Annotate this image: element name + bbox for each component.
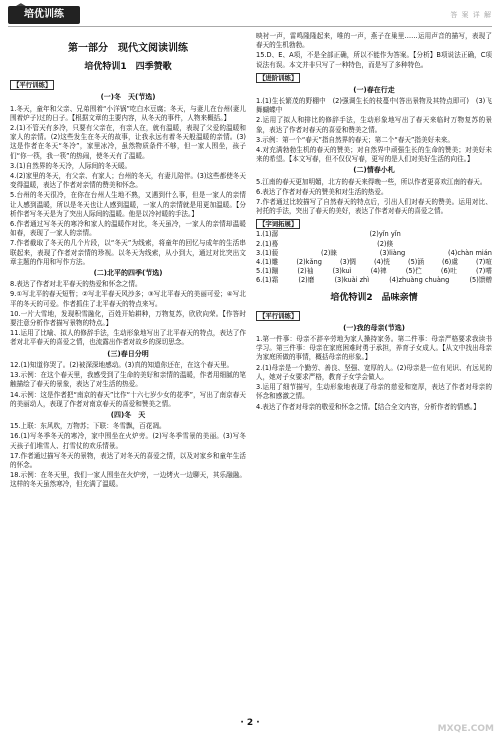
answer-line: 7.作者截取了冬天的几个片段，以“冬天”为线索，将童年的回忆与成年的生活串联起来，表现了作者对亲情的珍视。以冬天为线索，从小到大，通过对比突出文章主题的作用和写作方法。 — [10, 239, 246, 266]
page-number: · 2 · — [240, 718, 260, 728]
word-cell: 5.(1)蹦 — [256, 267, 279, 276]
subsection-title: (一)春在行走 — [353, 85, 395, 94]
answer-line: 6.表达了作者对春天的赞美和对生活的热爱。 — [256, 187, 388, 196]
word-cell: (3)liàng — [379, 248, 406, 257]
word-cell: (4)裨 — [370, 267, 387, 276]
answer-line: 6.作者通过写冬天的寒冷和家人的温暖作对比，冬天虽冷，一家人的亲情却温暖如春，表现了一家人的亲情。 — [10, 220, 246, 238]
word-cell: 4.(1)雕 — [256, 258, 279, 267]
word-cell: (4)chàn mián — [448, 248, 492, 257]
word-cell: (2)kǎng — [296, 258, 322, 267]
answer-line: 3.示例：第一个“春天”指自然界的春天；第二个“春天”指美好未来。 — [256, 135, 454, 144]
answer-line: 16.(1)写冬季冬天的寒冷，家中围坐在火炉旁。(2)写冬季雪景的美丽。(3)写冬天孩子们堆雪人、打雪仗的欢乐情景。 — [10, 432, 246, 450]
subsection-title: (一)我的母亲(节选) — [343, 323, 405, 332]
header-right-text: 答 案 详 解 — [450, 11, 492, 19]
word-cell: (2)睐 — [321, 248, 337, 257]
chapter-title: 培优特训1 四季赞歌 — [84, 62, 172, 73]
word-cell: (3)惆 — [339, 258, 356, 267]
word-cell: (7)嗜 — [475, 267, 492, 276]
section-tag-parallel: 【平行训练】 — [256, 311, 300, 321]
brand-logo: 培优训练 — [8, 6, 80, 24]
word-cell: 3.(1)藐 — [256, 248, 279, 257]
word-cell: (4)zhuàng chuàng — [389, 276, 450, 285]
word-cell: (6)虞 — [442, 258, 458, 267]
word-cell: (5)伫 — [405, 267, 422, 276]
answer-line: 12.(1)知道你哭了。(2)被深深地感动。(3)真的知道你还在，在这个春天里。 — [10, 360, 234, 369]
answer-line: 4.对充满勃勃生机的春天的赞美；对自然界中顽强生长的生命的赞美；对美好未来的希望。【本文写春，但不仅仅写春，更写的是人们对美好生活的向往。】 — [256, 146, 492, 164]
answer-line: 映衬一声，雷鸣隆隆起来，唯的一声，燕子在巢里……运用声音的描写，表现了春天的生机勃勃。 — [256, 32, 492, 50]
answer-line: 10.一片大雪地，发现积雪融化，百姓开始耕种，万物复苏，欣欣向荣。【作答时要注意分析作者描写景物的特点。】 — [10, 309, 246, 328]
answer-line: 4.表达了作者对母亲的敬爱和怀念之情。【结合全文内容，分析作者的情感。】 — [256, 402, 480, 411]
chapter-title: 培优特训2 品味亲情 — [330, 292, 418, 303]
word-cell: (5)馈赠 — [469, 276, 492, 285]
word-cell: (6)吐 — [440, 267, 457, 276]
word-cell: (3)kuì — [332, 267, 352, 276]
answer-line: 17.作者通过描写冬天的景物，表达了对冬天的喜爱之情，以及对家乡和童年生活的怀念。 — [10, 451, 246, 469]
word-row — [256, 230, 492, 239]
subsection-title: (二)北平的四季(节选) — [93, 269, 163, 278]
word-cell: (4)恍 — [373, 258, 390, 267]
section-tag-parallel: 【平行训练】 — [10, 80, 54, 90]
answer-line: 1.(1)生长繁茂的野棚中 (2)强调生长的枝蔓中(答出景物及其特点即可) (3)飞舞蝴蝶中 — [256, 97, 492, 115]
answer-line: 3.(1)自然界的冬天冷，人际间的冬天暖。 — [10, 161, 132, 170]
word-cell: (2)倏 — [377, 239, 394, 248]
answer-line: 2.(1)不管天有多冷，只要有父亲在，有亲人在，就有温暖，表现了父爱的温暖和家人的亲情。(2)这些发生在冬天的故事，让我永远有着冬天般温暖的亲情。(3)这是作者在冬天“冬冷”，家里冰冷，虽然物质条件不够，但一家人围坐，孩子们“你一筷，我一筷”的热闹，使冬天有了温暖。 — [10, 124, 246, 160]
word-cell: (3)kuài zhì — [334, 276, 370, 285]
word-cell: 1.(1)潺 — [256, 230, 279, 239]
subsection-title: (一)冬 天(节选) — [100, 93, 156, 102]
answer-line: 3.运用了细节描写，生动形象地表现了母亲的慈爱和宽厚，表达了作者对母亲的怀念和感激之情。 — [256, 383, 492, 401]
part-title: 第一部分 现代文阅读训练 — [68, 43, 188, 54]
word-cell: (7)喧 — [476, 258, 492, 267]
answer-line: 4.(2)家里的冬天，有父亲、有家人；台州的冬天，有妻儿陪伴。(3)这些都使冬天变得温暖，表达了作者对亲情的赞美和怀念。 — [10, 172, 246, 190]
word-cell: 6.(1)霜 — [256, 276, 279, 285]
subsection-title: (三)春日分明 — [107, 349, 149, 358]
word-cell: (2)袖 — [297, 267, 314, 276]
subsection-title: (四)冬 天 — [110, 410, 146, 419]
answer-line: 1.冬天，童年和父亲、兄弟围着“小洋锅”吃白水豆腐；冬天，与妻儿在台州(妻儿围着炉子)过的日子。【根据文章的主要内容，从冬天的事件，人物来概括。】 — [10, 104, 246, 122]
answer-line: 13.示例：在这个春天里，我感受到了生命的美好和亲情的温暖，作者用细腻的笔触描绘了春天的景象，表达了对生活的热爱。 — [10, 371, 246, 389]
answer-line: 11.运用了比喻、拟人的修辞手法，生动形象地写出了北平春天的特点，表达了作者对北平春天的喜爱之情，也流露出作者对故乡的深切思念。 — [10, 329, 246, 347]
answer-line: 8.表达了作者对北平春天的热爱和怀念之情。 — [10, 280, 142, 289]
section-tag-words: 【字词拓展】 — [256, 219, 300, 229]
answer-line: 15.D、E、A项，不是全部正确，所以不能作为答案。【分析】B项说法正确，C项说法有误。本文并非只写了一种特色，而是写了多种特色。 — [256, 51, 492, 69]
answer-line: 9.①写北平的春天短暂；②写北平春天风沙多；③写北平春天的美丽可爱；④写北平的冬天的可爱。作者抓住了北平春天的特点来写。 — [10, 290, 246, 308]
answer-line: 15.上联：东风吹，万物苏；下联：冬雪飘，百花凋。 — [10, 422, 166, 431]
word-row — [256, 240, 492, 249]
word-cell: (2)yǐn yǐn — [369, 230, 401, 239]
word-row — [256, 258, 492, 267]
answer-line: 14.示例：这是作者把“南京的春天”比作“十六七岁少女的花季”，写出了南京春天的美丽动人，表现了作者对南京春天的喜爱和赞美之情。 — [10, 390, 246, 408]
answer-line: 5.台州的冬天很冷，在你在台州人生地不熟，又遇到什么事，但是一家人的亲情让人感到温暖，所以是冬天也让人感到温暖，一家人的亲情就是用更加温暖。【分析作者写冬天是为了突出人际间的温暖。他是以冷衬暖的手法。】 — [10, 191, 246, 218]
answer-line: 1.第一件事：母亲不辞辛劳地为家人操持家务。第二件事：母亲严格要求我读书学习。第三件事：母亲在家庭困难时勇于承担，养育子女成人。【从文中找出母亲为家庭所做的事情，概括母亲的形象。】 — [256, 335, 492, 362]
word-row — [256, 267, 492, 276]
section-tag-advance: 【进阶训练】 — [256, 73, 300, 83]
answer-line: 7.作者通过比较描写了自然春天的特点后，引出人们对春天的赞美。运用对比、衬托的手法，突出了春天的美好，表达了作者对春天的喜爱之情。 — [256, 198, 492, 216]
subsection-title: (二)情春小札 — [353, 166, 395, 175]
header-bar — [8, 6, 492, 27]
answer-line: 2.(1)母亲是一个勤劳、善良、坚强、宽厚的人。(2)母亲是一位有见识、有远见的人，她对子女要求严格，教育子女学会做人。 — [256, 363, 492, 381]
watermark: MXQE.COM — [437, 724, 494, 734]
left-column — [10, 32, 246, 491]
right-column — [256, 32, 492, 413]
word-row — [256, 276, 492, 285]
word-cell: (5)涵 — [408, 258, 424, 267]
word-row — [256, 249, 492, 258]
word-cell: (2)磨 — [298, 276, 315, 285]
answer-line: 5.江南的春天更加明媚，北方的春天来得晚一些，所以作者更喜欢江南的春天。 — [256, 177, 487, 186]
answer-line: 18.示例：在冬天里，我们一家人围坐在火炉旁，一边烤火一边聊天，其乐融融。这样的冬天虽然寒冷，但充满了温暖。 — [10, 471, 246, 489]
word-cell: 2.(1)蓦 — [256, 239, 279, 248]
answer-line: 2.运用了拟人和排比的修辞手法，生动形象地写出了春天来临时万物复苏的景象，表达了作者对春天的喜爱和赞美之情。 — [256, 116, 492, 134]
